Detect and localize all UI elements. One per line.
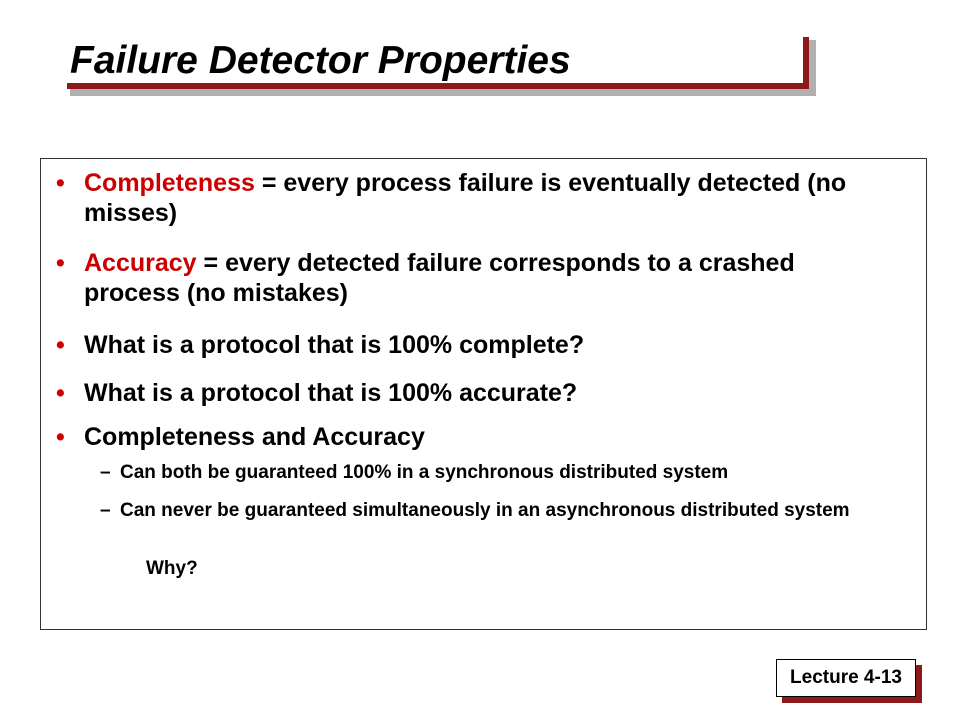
bullet-accuracy [84, 248, 884, 308]
term-accuracy: Accuracy [84, 249, 197, 277]
bullet-marker: • [56, 379, 65, 407]
subbullet-marker: – [100, 462, 111, 483]
term-completeness: Completeness [84, 169, 255, 197]
why-text: Why? [146, 558, 198, 579]
bullet-marker: • [56, 249, 65, 277]
bullet-accurate-question: What is a protocol that is 100% accurate? [84, 379, 578, 407]
bullet-completeness-text: = every process failure is eventually detected (no misses) [84, 169, 847, 227]
bullet-completeness-and-accuracy: Completeness and Accuracy [84, 423, 425, 451]
slide-title: Failure Detector Properties [70, 39, 571, 82]
subbullet-marker: – [100, 500, 111, 521]
bullet-marker: • [56, 169, 65, 197]
bullet-complete-question: What is a protocol that is 100% complete? [84, 331, 585, 359]
bullet-accuracy-text: = every detected failure corresponds to a crashed process (no mistakes) [84, 249, 795, 307]
bullet-marker: • [56, 423, 65, 451]
bullet-marker: • [56, 331, 65, 359]
lecture-label: Lecture 4-13 [776, 659, 916, 697]
subbullet-synchronous: Can both be guaranteed 100% in a synchronous distributed system [120, 462, 729, 483]
title-bar-vertical [803, 37, 809, 89]
bullet-completeness [84, 168, 884, 228]
subbullet-asynchronous: Can never be guaranteed simultaneously in an asynchronous distributed system [120, 500, 850, 521]
